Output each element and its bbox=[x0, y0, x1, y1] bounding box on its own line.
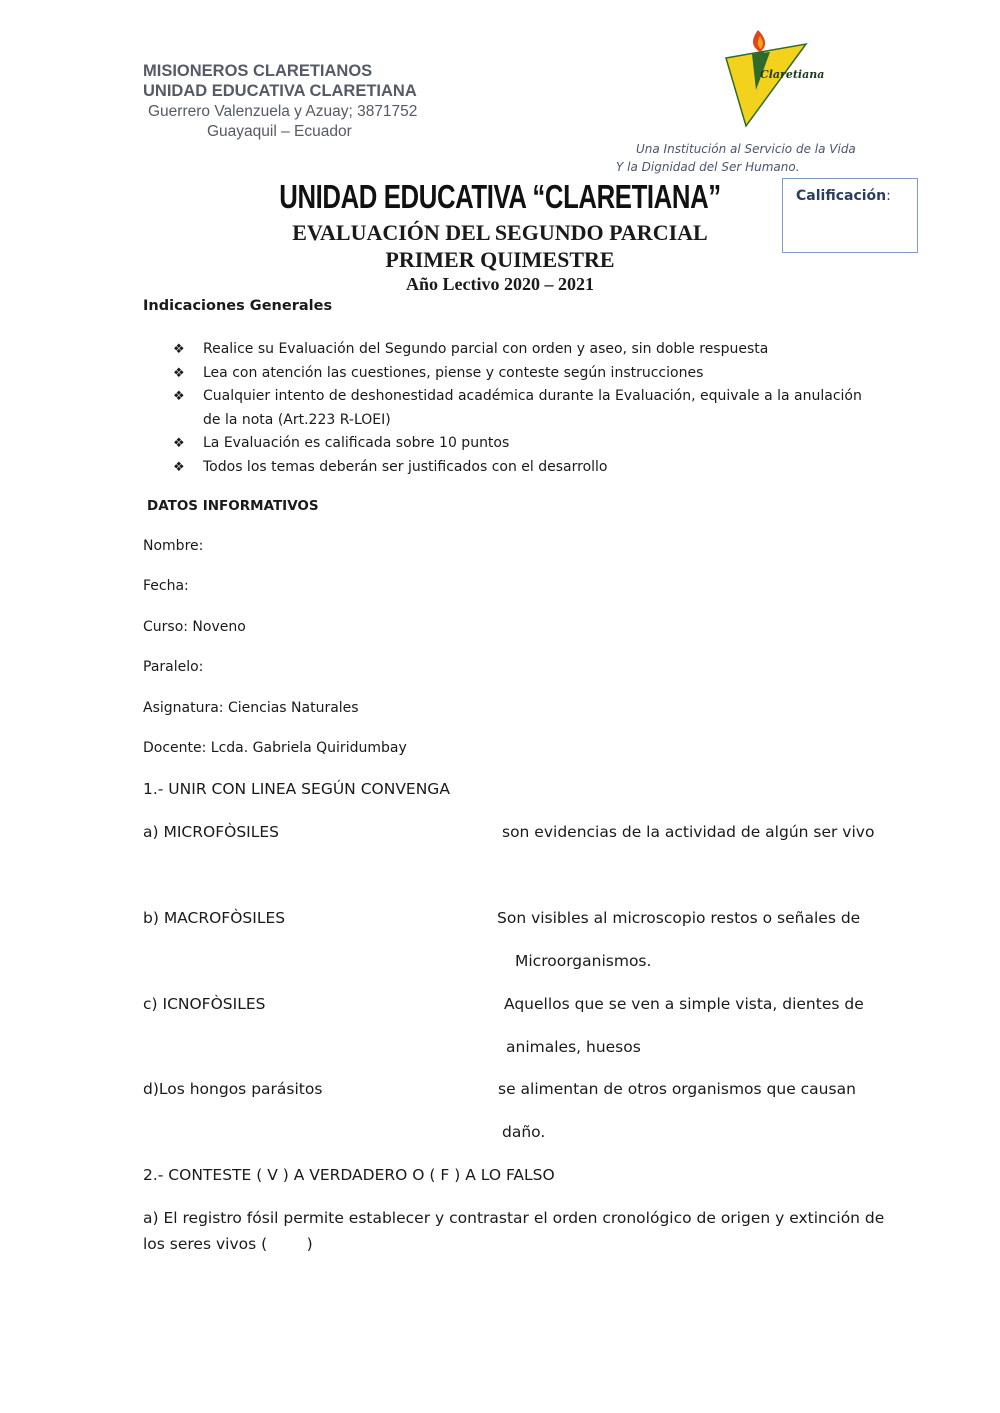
field-nombre[interactable]: Nombre: bbox=[143, 538, 204, 554]
field-asignatura: Asignatura: Ciencias Naturales bbox=[143, 700, 359, 716]
question-2-title: 2.- CONTESTE ( V ) A VERDADERO O ( F ) A LO FALSO bbox=[143, 1166, 555, 1184]
list-item: ❖ La Evaluación es calificada sobre 10 puntos bbox=[173, 432, 873, 456]
field-fecha[interactable]: Fecha: bbox=[143, 578, 189, 594]
instructions-heading: Indicaciones Generales bbox=[143, 298, 333, 314]
school-year: Año Lectivo 2020 – 2021 bbox=[406, 274, 594, 294]
field-docente: Docente: Lcda. Gabriela Quiridumbay bbox=[143, 740, 407, 756]
match-left-a[interactable]: a) MICROFÒSILES bbox=[143, 823, 280, 841]
question-2-item-a: a) El registro fósil permite establecer y contrastar el orden cronológico de origen y extinción de bbox=[143, 1209, 885, 1227]
grade-label: Calificación: bbox=[796, 188, 891, 204]
field-curso: Curso: Noveno bbox=[143, 619, 246, 635]
term-title: PRIMER QUIMESTRE bbox=[385, 247, 615, 272]
diamond-bullet-icon: ❖ bbox=[173, 365, 185, 381]
match-left-c[interactable]: c) ICNOFÒSILES bbox=[143, 995, 266, 1013]
list-item: ❖ Lea con atención las cuestiones, piense y conteste según instrucciones bbox=[173, 362, 873, 386]
evaluation-title: EVALUACIÓN DEL SEGUNDO PARCIAL bbox=[292, 220, 708, 245]
instructions-list bbox=[173, 338, 873, 479]
diamond-bullet-icon: ❖ bbox=[173, 389, 185, 404]
school-logo bbox=[722, 28, 832, 128]
match-right-2[interactable]: Son visibles al microscopio restos o señales de bbox=[497, 909, 861, 927]
info-heading: DATOS INFORMATIVOS bbox=[147, 498, 319, 514]
match-right-1[interactable]: son evidencias de la actividad de algún ser vivo bbox=[502, 823, 875, 841]
question-1-title: 1.- UNIR CON LINEA SEGÚN CONVENGA bbox=[143, 780, 450, 798]
torch-logo-icon bbox=[722, 28, 832, 128]
question-2-item-a-answer[interactable]: los seres vivos ( ) bbox=[143, 1235, 313, 1253]
org-name: MISIONEROS CLARETIANOS bbox=[143, 62, 373, 80]
page-title: UNIDAD EDUCATIVA “CLARETIANA” bbox=[279, 178, 721, 215]
logo-text: Claretiana bbox=[760, 68, 825, 81]
diamond-bullet-icon: ❖ bbox=[173, 342, 185, 357]
match-right-2-cont: Microorganismos. bbox=[515, 952, 652, 970]
list-item: ❖ Realice su Evaluación del Segundo parcial con orden y aseo, sin doble respuesta bbox=[173, 338, 873, 362]
list-item: ❖ Todos los temas deberán ser justificados con el desarrollo bbox=[173, 456, 873, 480]
match-right-3-cont: animales, huesos bbox=[506, 1038, 641, 1056]
address: Guerrero Valenzuela y Azuay; 3871752 bbox=[148, 103, 418, 120]
match-right-4-cont: daño. bbox=[502, 1123, 546, 1141]
match-right-3[interactable]: Aquellos que se ven a simple vista, dientes de bbox=[504, 995, 864, 1013]
list-item: ❖ Cualquier intento de deshonestidad académica durante la Evaluación, equivale a la anulación de la nota (Art.223 R-LOEI) bbox=[173, 385, 873, 432]
diamond-bullet-icon: ❖ bbox=[173, 459, 185, 475]
diamond-bullet-icon: ❖ bbox=[173, 436, 185, 451]
motto-line-1: Una Institución al Servicio de la Vida bbox=[636, 142, 856, 156]
match-left-b[interactable]: b) MACROFÒSILES bbox=[143, 909, 286, 927]
motto-line-2: Y la Dignidad del Ser Humano. bbox=[616, 160, 800, 174]
city: Guayaquil – Ecuador bbox=[207, 123, 352, 140]
match-left-d[interactable]: d)Los hongos parásitos bbox=[143, 1080, 323, 1098]
school-name: UNIDAD EDUCATIVA CLARETIANA bbox=[143, 82, 417, 100]
grade-box[interactable] bbox=[782, 178, 918, 253]
match-right-4[interactable]: se alimentan de otros organismos que causan bbox=[498, 1080, 856, 1098]
field-paralelo[interactable]: Paralelo: bbox=[143, 659, 204, 675]
